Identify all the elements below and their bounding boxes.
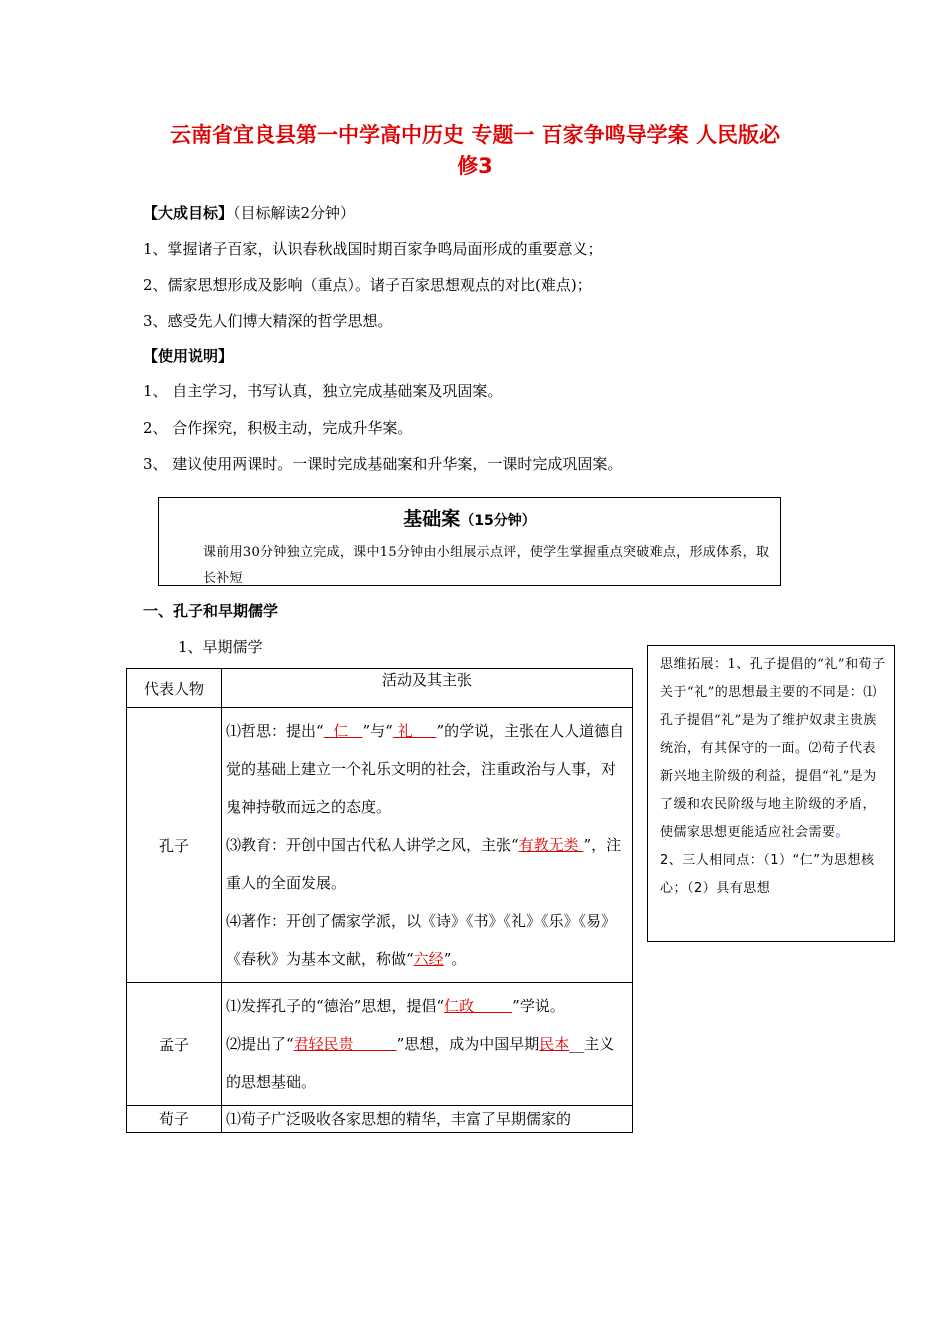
thinking-text-1: 思维拓展：1、孔子提倡的“礼”和荀子关于“礼”的思想最主要的不同是：⑴孔子提倡“礼”是为了维护奴隶主贵族统治，有其保守的一面。⑵荀子代表新兴地主阶级的利益，提倡“礼”是为了缓和农民阶级与地主阶级的矛盾，使儒家思想更能适应社会需要 [660,657,886,840]
answer-liujing: 六经 [413,950,444,968]
document-title [110,120,840,182]
goal-item-1: 1、掌握诸子百家，认识春秋战国时期百家争鸣局面形成的重要意义； [143,240,603,258]
goals-note: （目标解读2分钟） [233,204,356,222]
xunzi-content: ⑴荀子广泛吸收各家思想的精华，丰富了早期儒家的 [222,1106,633,1133]
kongzi-name: 孔子 [127,708,222,983]
thinking-end-mark: 。 [835,825,850,840]
thinking-text-2: 2、三人相同点：（1）“仁”为思想核心；（2）具有思想 [660,853,875,896]
table-row-xunzi [127,1106,633,1133]
mengzi-content [222,983,633,1106]
answer-junqing: 君轻民贵 [293,1035,397,1053]
title-line-1: 云南省宜良县第一中学高中历史 专题一 百家争鸣导学案 人民版必 [170,123,780,147]
answer-ren: 仁 [323,722,363,740]
confucianism-table [126,668,633,1133]
kongzi-philosophy [226,712,626,826]
usage-item-2: 2、 合作探究，积极主动，完成升华案。 [143,419,413,437]
text: ⑶教育：开创中国古代私人讲学之风，主张“ [226,836,519,854]
text: ⑴哲思：提出“ [226,722,324,740]
text: ”的学说，主张在人人道德自觉的基础上建立一个礼乐文明的社会，注重政治与人事，对鬼神持敬而远之的态度。 [226,722,625,816]
goals-heading: 【大成目标】 [143,204,234,222]
thinking-extension-box [647,645,895,942]
basic-case-label: 基础案 [403,508,461,530]
text: ⑵提出了“ [226,1035,294,1053]
text: ”，注重人的全面发展。 [226,836,622,892]
usage-item-1: 1、 自主学习，书写认真，独立完成基础案及巩固案。 [143,382,503,400]
answer-youjiao: 有教无类 [518,836,584,854]
mengzi-point-2 [226,1025,626,1101]
text: ”。 [443,950,467,968]
text: ”思想，成为中国早期 [396,1035,540,1053]
text: ”学说。 [512,997,565,1015]
basic-case-box [158,497,781,586]
kongzi-works [226,902,626,978]
text: ”与“ [362,722,393,740]
xunzi-name: 荀子 [127,1106,222,1133]
table-row-kongzi [127,708,633,983]
mengzi-name: 孟子 [127,983,222,1106]
usage-heading: 【使用说明】 [143,347,234,365]
text: ⑴发挥孔子的“德治”思想，提倡“ [226,997,445,1015]
answer-minben: 民本 [539,1035,570,1053]
basic-case-title [159,506,780,534]
mengzi-point-1 [226,987,626,1025]
usage-item-3: 3、 建议使用两课时。一课时完成基础案和升华案，一课时完成巩固案。 [143,455,623,473]
text: __主义的思想基础。 [226,1035,615,1091]
basic-case-time: （15分钟） [460,513,536,529]
header-activity: 活动及其主张 [222,669,633,708]
answer-renzheng: 仁政 [444,997,513,1015]
text: ⑷著作：开创了儒家学派，以《诗》《书》《礼》《乐》《易》《春秋》为基本文献，称做“ [226,912,617,968]
table-row-mengzi [127,983,633,1106]
section-heading: 一、孔子和早期儒学 [143,602,279,620]
goal-item-2: 2、儒家思想形成及影响（重点）。诸子百家思想观点的对比(难点)； [143,276,592,294]
goal-item-3: 3、感受先人们博大精深的哲学思想。 [143,312,393,330]
title-line-2: 修3 [457,154,493,178]
goals-heading-line [143,203,355,223]
answer-li: 礼 [392,722,437,740]
header-figure: 代表人物 [127,669,222,708]
table-header-row [127,669,633,708]
kongzi-content [222,708,633,983]
basic-case-text: 课前用30分钟独立完成，课中15分钟由小组展示点评，使学生掌握重点突破难点，形成体系，取长补短 [203,545,770,586]
kongzi-education [226,826,626,902]
subsection-heading: 1、早期儒学 [178,638,263,656]
